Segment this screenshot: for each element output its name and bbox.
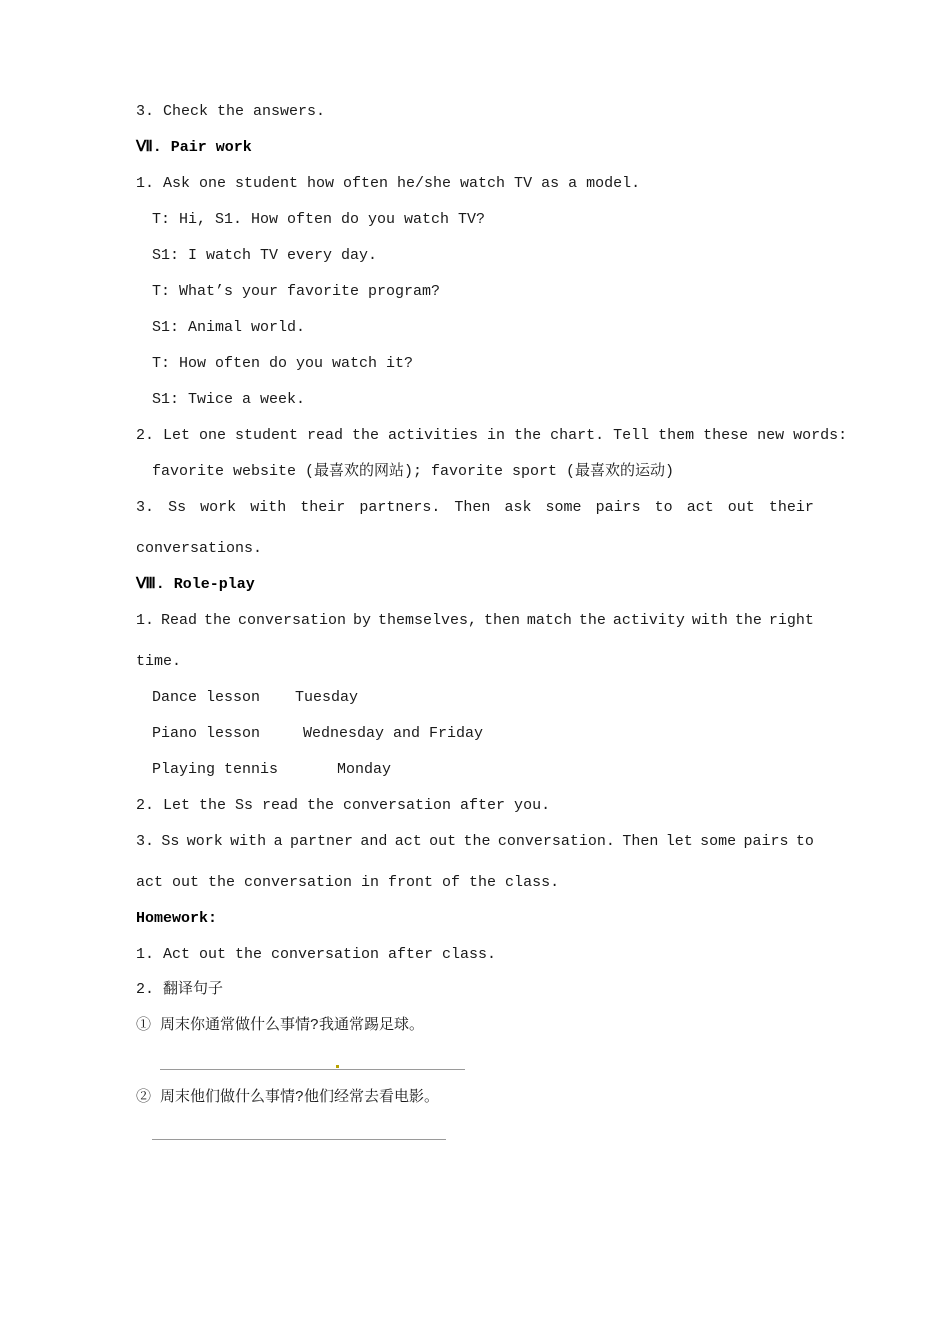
match-time: Tuesday [295, 689, 359, 706]
role-play-step-3-cont: act out the conversation in front of the class. [136, 874, 560, 891]
match-activity: Playing tennis [152, 761, 279, 778]
translation-sentence-2: ② 周末他们做什么事情?他们经常去看电影。 [136, 1089, 440, 1106]
role-play-step-2: 2. Let the Ss read the conversation after you. [136, 797, 551, 814]
role-play-step-3: 3. Ss work with a partner and act out the conversation. Then let some pairs to [136, 833, 814, 850]
dialogue-line: T: What’s your favorite program? [152, 283, 441, 300]
cursor-mark [336, 1065, 339, 1068]
dialogue-line: S1: I watch TV every day. [152, 247, 378, 264]
homework-item-2: 2. 翻译句子 [136, 981, 224, 998]
match-activity: Dance lesson [152, 689, 261, 706]
section-heading-role-play: Ⅷ. Role-play [136, 576, 255, 593]
match-activity: Piano lesson [152, 725, 261, 742]
pair-work-step-3-cont: conversations. [136, 540, 263, 557]
pair-work-step-3: 3. Ss work with their partners. Then ask some pairs to act out their [136, 499, 814, 516]
dialogue-line: T: How often do you watch it? [152, 355, 414, 372]
match-time: Monday [337, 761, 392, 778]
answer-blank-line [160, 1069, 465, 1070]
answer-blank-line [152, 1139, 446, 1140]
pair-work-step-2: 2. Let one student read the activities in the chart. Tell them these new words: [136, 427, 848, 444]
homework-item-1: 1. Act out the conversation after class. [136, 946, 497, 963]
role-play-step-1-cont: time. [136, 653, 182, 670]
section-heading-homework: Homework: [136, 910, 218, 927]
dialogue-line: T: Hi, S1. How often do you watch TV? [152, 211, 486, 228]
dialogue-line: S1: Twice a week. [152, 391, 306, 408]
dialogue-line: S1: Animal world. [152, 319, 306, 336]
translation-sentence-1: ① 周末你通常做什么事情?我通常踢足球。 [136, 1017, 425, 1034]
section-heading-pair-work: Ⅶ. Pair work [136, 139, 252, 156]
step-check-answers: 3. Check the answers. [136, 103, 326, 120]
role-play-step-1: 1. Read the conversation by themselves, then match the activity with the right [136, 612, 814, 629]
match-time: Wednesday and Friday [303, 725, 484, 742]
pair-work-step-1: 1. Ask one student how often he/she watch TV as a model. [136, 175, 641, 192]
new-words-line: favorite website (最喜欢的网站); favorite sport (最喜欢的运动) [152, 463, 675, 480]
